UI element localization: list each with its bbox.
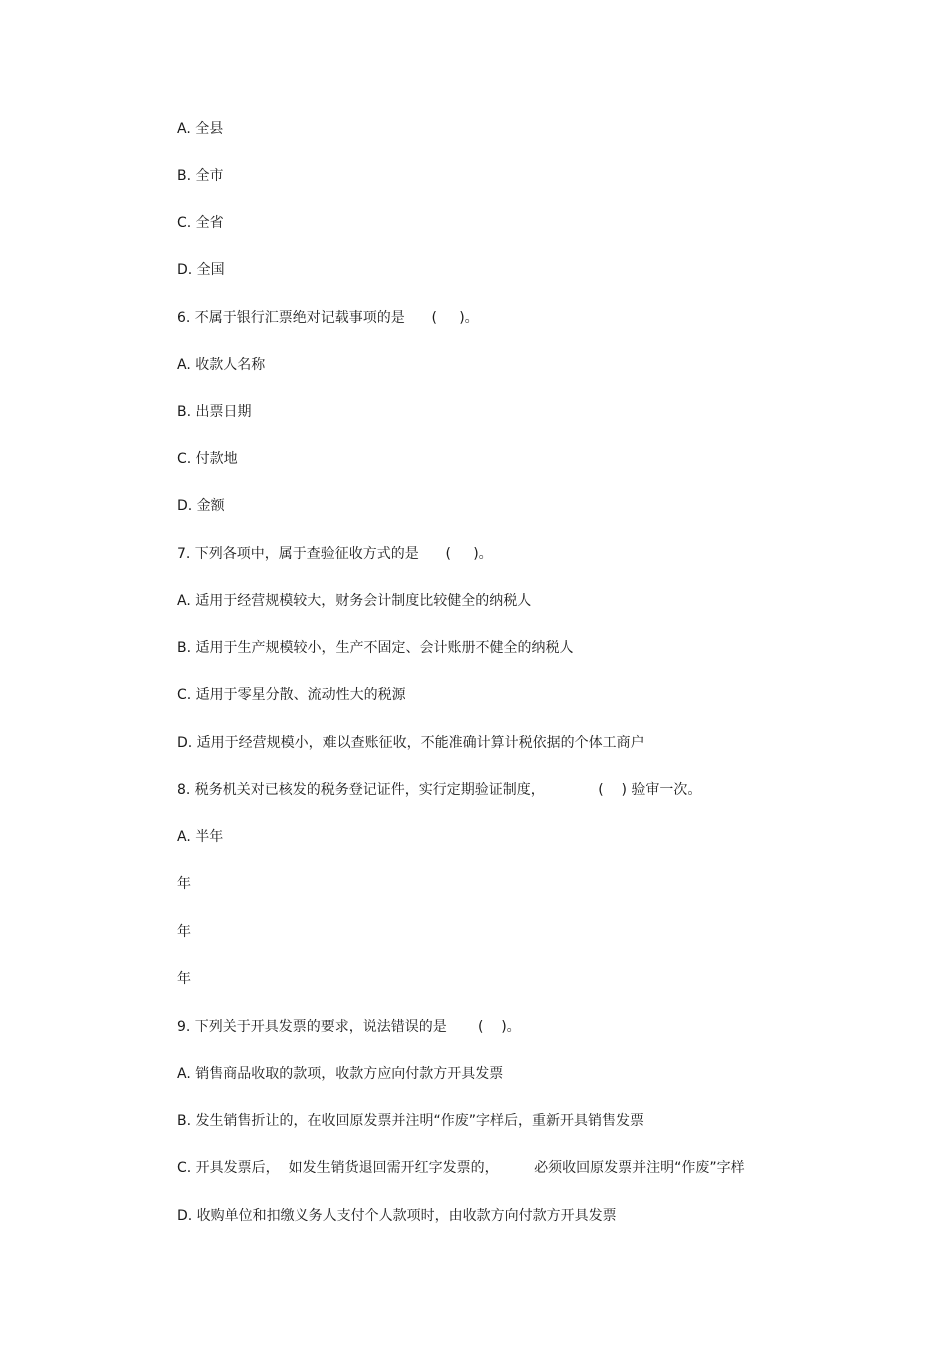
question-9: 9. 下列关于开具发票的要求，说法错误的是 ( )。 — [177, 1019, 521, 1035]
option-c-q8: 年 — [177, 924, 191, 940]
option-d-q7: D. 适用于经营规模小，难以查账征收，不能准确计算计税依据的个体工商户 — [177, 735, 645, 751]
option-d-q9: D. 收购单位和扣缴义务人支付个人款项时，由收款方向付款方开具发票 — [177, 1208, 617, 1224]
option-b-q8: 年 — [177, 876, 191, 892]
option-b-q5: B. 全市 — [177, 168, 224, 184]
option-b-q7: B. 适用于生产规模较小，生产不固定、会计账册不健全的纳税人 — [177, 640, 574, 656]
option-d-q6: D. 金额 — [177, 498, 225, 514]
option-a-q7: A. 适用于经营规模较大，财务会计制度比较健全的纳税人 — [177, 593, 532, 609]
option-b-q9: B. 发生销售折让的，在收回原发票并注明“作废”字样后，重新开具销售发票 — [177, 1113, 645, 1129]
option-a-q8: A. 半年 — [177, 829, 224, 845]
option-a-q6: A. 收款人名称 — [177, 357, 266, 373]
question-7: 7. 下列各项中，属于查验征收方式的是 ( )。 — [177, 546, 493, 562]
option-c-q6: C. 付款地 — [177, 451, 238, 467]
option-b-q6: B. 出票日期 — [177, 404, 252, 420]
option-a-q5: A. 全县 — [177, 121, 224, 137]
question-6: 6. 不属于银行汇票绝对记载事项的是 ( )。 — [177, 310, 479, 326]
option-c-q9: C. 开具发票后， 如发生销货退回需开红字发票的， 必须收回原发票并注明“作废”字样 — [177, 1160, 745, 1176]
option-c-q5: C. 全省 — [177, 215, 224, 231]
option-c-q7: C. 适用于零星分散、流动性大的税源 — [177, 687, 406, 703]
option-d-q5: D. 全国 — [177, 262, 225, 278]
option-d-q8: 年 — [177, 971, 191, 987]
option-a-q9: A. 销售商品收取的款项，收款方应向付款方开具发票 — [177, 1066, 504, 1082]
question-8: 8. 税务机关对已核发的税务登记证件，实行定期验证制度， ( ) 验审一次。 — [177, 782, 702, 798]
